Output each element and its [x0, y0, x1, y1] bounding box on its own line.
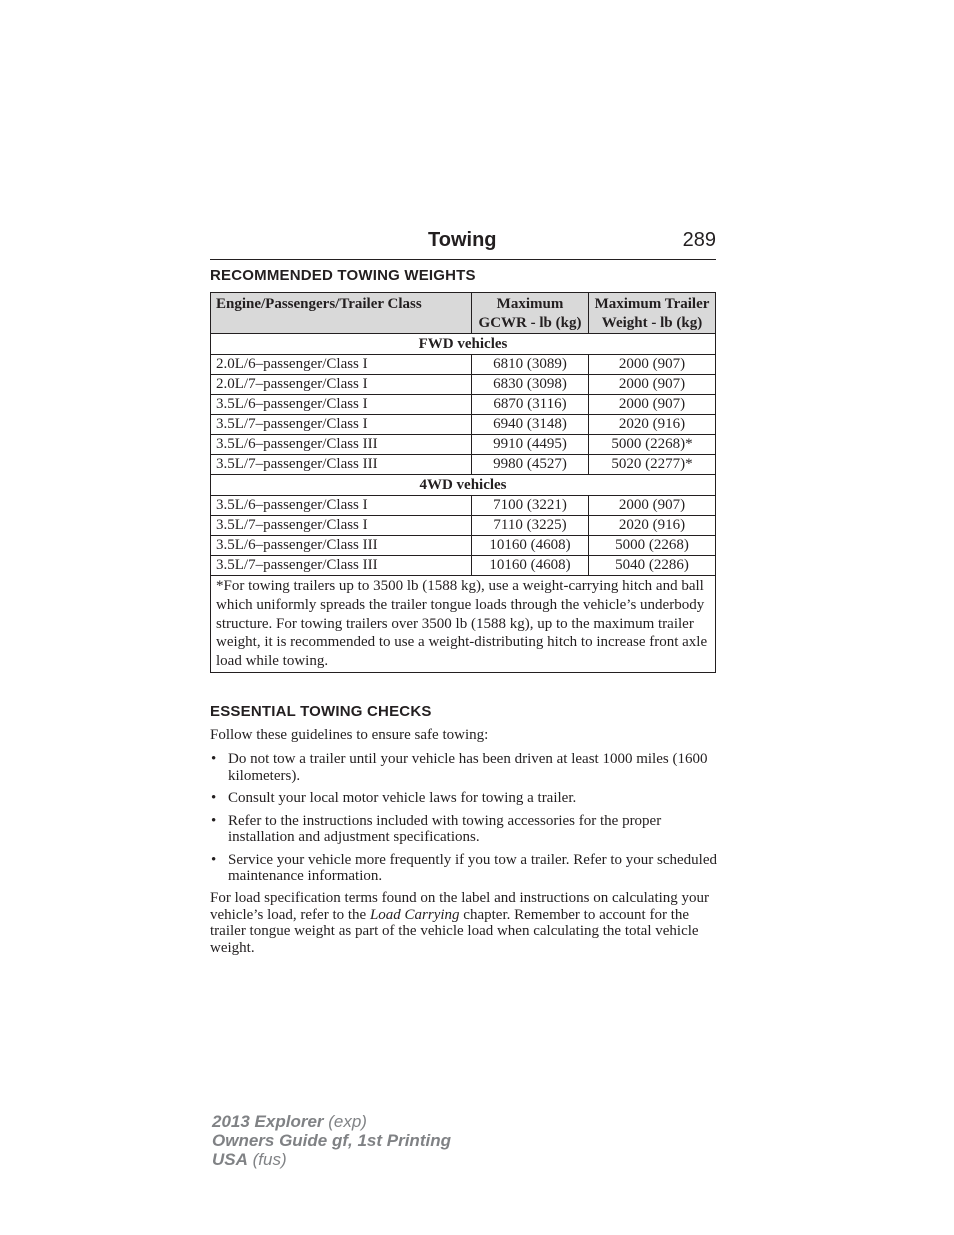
- table-row: [211, 415, 716, 435]
- load-specification-paragraph: [210, 890, 718, 956]
- towing-weights-table: [210, 292, 716, 673]
- bullet-icon: •: [211, 790, 217, 806]
- bullet-icon: •: [211, 812, 217, 829]
- list-item: [210, 751, 720, 784]
- bullet-icon: •: [211, 751, 217, 767]
- cell-gcwr: 7100 (3221): [472, 496, 589, 516]
- cell-gcwr: 9910 (4495): [472, 435, 589, 455]
- column-header-trailer-weight: Maximum Trailer Weight - lb (kg): [589, 293, 716, 334]
- bullet-icon: •: [211, 851, 217, 868]
- cell-gcwr: 6830 (3098): [472, 375, 589, 395]
- page-footer: [212, 1112, 451, 1169]
- cell-engine: 2.0L/7–passenger/Class I: [211, 375, 472, 395]
- table-row: [211, 395, 716, 415]
- table-row: [211, 355, 716, 375]
- column-header-engine: Engine/Passengers/Trailer Class: [211, 293, 472, 334]
- cell-gcwr: 7110 (3225): [472, 516, 589, 536]
- cell-trailer-weight: 5000 (2268): [589, 536, 716, 556]
- cell-gcwr: 6870 (3116): [472, 395, 589, 415]
- page-header: [210, 229, 716, 260]
- cell-engine: 2.0L/6–passenger/Class I: [211, 355, 472, 375]
- load-carrying-reference: Load Carrying: [369, 906, 460, 923]
- footer-line-2: [212, 1131, 451, 1150]
- cell-gcwr: 10160 (4608): [472, 536, 589, 556]
- table-row: [211, 516, 716, 536]
- cell-gcwr: 10160 (4608): [472, 556, 589, 576]
- footer-market-code: (fus): [247, 1150, 287, 1169]
- list-item-text: Do not tow a trailer until your vehicle has been driven at least 1000 miles (1600 kilometers).: [228, 751, 708, 784]
- page-number: 289: [682, 229, 716, 251]
- heading-essential-towing-checks: ESSENTIAL TOWING CHECKS: [210, 703, 432, 720]
- table-header-row: [211, 293, 716, 334]
- checks-intro: Follow these guidelines to ensure safe towing:: [210, 727, 489, 743]
- load-para-text-1: For load specification terms found on the label and instructions on calculating your vehicle’s load, refer to the: [210, 890, 710, 923]
- table-row: [211, 455, 716, 475]
- cell-trailer-weight: 5040 (2286): [589, 556, 716, 576]
- list-item: [210, 813, 720, 846]
- list-item: [210, 790, 720, 807]
- load-para-text-2: chapter. Remember to account for the trailer tongue weight as part of the vehicle load when calculating the total vehicle weight.: [210, 906, 699, 956]
- cell-trailer-weight: 2000 (907): [589, 375, 716, 395]
- table-row: [211, 536, 716, 556]
- cell-engine: 3.5L/6–passenger/Class III: [211, 536, 472, 556]
- footer-guide: Owners Guide gf, 1st Printing: [212, 1131, 451, 1150]
- cell-engine: 3.5L/6–passenger/Class I: [211, 395, 472, 415]
- heading-recommended-towing-weights: RECOMMENDED TOWING WEIGHTS: [210, 267, 476, 284]
- cell-trailer-weight: 2020 (916): [589, 415, 716, 435]
- table-footnote: *For towing trailers up to 3500 lb (1588 kg), use a weight-carrying hitch and ball which uniformly spreads the trailer tongue loads through the vehicle’s underbody structure. For towing trailers over 3500 lb (1588 kg), up to the maximum trailer weight, it is recommended to use a weight-distributing hitch to increase front axle load while towing.: [211, 576, 716, 673]
- cell-engine: 3.5L/7–passenger/Class I: [211, 415, 472, 435]
- cell-gcwr: 6810 (3089): [472, 355, 589, 375]
- cell-engine: 3.5L/7–passenger/Class III: [211, 556, 472, 576]
- table-footnote-row: [211, 576, 716, 673]
- table-section-row: [211, 475, 716, 496]
- section-label: FWD vehicles: [211, 334, 716, 355]
- list-item: [210, 852, 720, 885]
- list-item-text: Service your vehicle more frequently if you tow a trailer. Refer to your scheduled maintenance information.: [228, 851, 717, 884]
- checks-list: [210, 751, 720, 891]
- cell-trailer-weight: 2000 (907): [589, 395, 716, 415]
- list-item-text: Refer to the instructions included with towing accessories for the proper installation and adjustment specifications.: [228, 812, 662, 845]
- cell-trailer-weight: 5000 (2268)*: [589, 435, 716, 455]
- cell-trailer-weight: 2000 (907): [589, 355, 716, 375]
- cell-gcwr: 9980 (4527): [472, 455, 589, 475]
- cell-engine: 3.5L/6–passenger/Class III: [211, 435, 472, 455]
- footer-model-code: (exp): [323, 1112, 367, 1131]
- footer-market: USA: [212, 1150, 248, 1169]
- cell-engine: 3.5L/6–passenger/Class I: [211, 496, 472, 516]
- cell-trailer-weight: 2020 (916): [589, 516, 716, 536]
- table-section-row: [211, 334, 716, 355]
- section-title: Towing: [428, 229, 497, 251]
- table-row: [211, 496, 716, 516]
- table-row: [211, 435, 716, 455]
- cell-gcwr: 6940 (3148): [472, 415, 589, 435]
- cell-trailer-weight: 5020 (2277)*: [589, 455, 716, 475]
- cell-engine: 3.5L/7–passenger/Class I: [211, 516, 472, 536]
- table-row: [211, 556, 716, 576]
- list-item-text: Consult your local motor vehicle laws for towing a trailer.: [228, 790, 577, 806]
- column-header-gcwr: Maximum GCWR - lb (kg): [472, 293, 589, 334]
- footer-line-3: [212, 1150, 451, 1169]
- table-row: [211, 375, 716, 395]
- footer-model: 2013 Explorer: [212, 1112, 324, 1131]
- cell-engine: 3.5L/7–passenger/Class III: [211, 455, 472, 475]
- footer-line-1: [212, 1112, 451, 1131]
- section-label: 4WD vehicles: [211, 475, 716, 496]
- cell-trailer-weight: 2000 (907): [589, 496, 716, 516]
